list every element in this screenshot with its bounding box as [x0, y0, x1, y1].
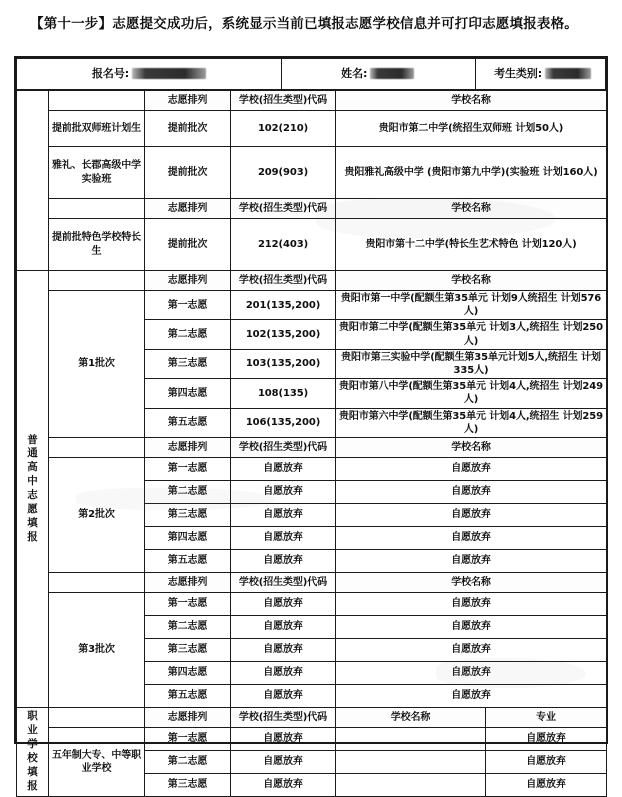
batch-label: 第3批次: [49, 592, 145, 707]
volunteer-rank: 第一志愿: [145, 291, 231, 320]
batch-label: 第1批次: [49, 291, 145, 438]
school-code: 自愿放弃: [231, 526, 336, 549]
volunteer-rank: 提前批次: [145, 219, 231, 271]
school-code: 102(210): [231, 111, 336, 147]
header-school-name: 学校名称: [336, 707, 486, 727]
batch-label: 雅礼、长郡高级中学实验班: [49, 147, 145, 199]
sublabel-spacer: [49, 199, 145, 219]
major-name: 自愿放弃: [486, 750, 607, 773]
volunteer-rank: 第四志愿: [145, 526, 231, 549]
school-name: [336, 727, 486, 750]
header-school-name: 学校名称: [336, 572, 607, 592]
table-row: [17, 111, 607, 147]
school-code: 自愿放弃: [231, 661, 336, 684]
column-header-row: [17, 199, 607, 219]
header-rank: 志愿排列: [145, 707, 231, 727]
volunteer-rank: 第四志愿: [145, 379, 231, 408]
volunteer-rank: 第三志愿: [145, 349, 231, 378]
school-name: 贵阳市第一中学(配额生第35单元 计划9人统招生 计划576人): [336, 291, 607, 320]
header-major: 专业: [486, 707, 607, 727]
school-code: 自愿放弃: [231, 549, 336, 572]
header-rank: 志愿排列: [145, 271, 231, 291]
school-code: 自愿放弃: [231, 773, 336, 796]
header-rank: 志愿排列: [145, 572, 231, 592]
header-school-code: 学校(招生类型)代码: [231, 199, 336, 219]
volunteer-rank: 第三志愿: [145, 638, 231, 661]
header-school-name: 学校名称: [336, 437, 607, 457]
header-school-name: 学校名称: [336, 271, 607, 291]
header-school-code: 学校(招生类型)代码: [231, 707, 336, 727]
volunteer-rank: 第一志愿: [145, 727, 231, 750]
school-name: 自愿放弃: [336, 503, 607, 526]
volunteer-rank: 第一志愿: [145, 457, 231, 480]
header-school-code: 学校(招生类型)代码: [231, 271, 336, 291]
school-name: 贵阳雅礼高级中学 (贵阳市第九中学)(实验班 计划160人): [336, 147, 607, 199]
header-school-name: 学校名称: [336, 91, 607, 111]
section-group-label: 职 业 学 校 填 报: [17, 707, 49, 796]
application-number-label: 报名号:: [92, 66, 130, 80]
school-code: 106(135,200): [231, 408, 336, 437]
school-name: 自愿放弃: [336, 684, 607, 707]
candidate-identity-bar: [16, 58, 606, 90]
header-school-code: 学校(招生类型)代码: [231, 437, 336, 457]
sublabel-spacer: [49, 707, 145, 727]
batch-label: 第2批次: [49, 457, 145, 572]
table-row: [17, 291, 607, 320]
school-name: 贵阳市第八中学(配额生第35单元 计划4人,统招生 计划249人): [336, 379, 607, 408]
school-code: 108(135): [231, 379, 336, 408]
volunteer-rank: 第三志愿: [145, 503, 231, 526]
header-school-name: 学校名称: [336, 199, 607, 219]
column-header-row: [17, 707, 607, 727]
table-row: [17, 457, 607, 480]
school-name: 贵阳市第二中学(配额生第35单元 计划3人,统招生 计划250人): [336, 320, 607, 349]
batch-label: 提前批双师班计划生: [49, 111, 145, 147]
volunteer-rank: 第二志愿: [145, 480, 231, 503]
school-name: 贵阳市第六中学(配额生第35单元 计划4人,统招生 计划259人): [336, 408, 607, 437]
table-row: [17, 592, 607, 615]
school-name: 自愿放弃: [336, 457, 607, 480]
printable-volunteer-form: [14, 56, 608, 792]
candidate-name-label: 姓名:: [341, 66, 368, 80]
header-school-code: 学校(招生类型)代码: [231, 91, 336, 111]
school-name: 自愿放弃: [336, 592, 607, 615]
school-code: 自愿放弃: [231, 638, 336, 661]
section-group-label: [17, 91, 49, 271]
candidate-name-redaction: [370, 68, 414, 79]
sublabel-spacer: [49, 271, 145, 291]
school-code: 自愿放弃: [231, 615, 336, 638]
column-header-row: [17, 572, 607, 592]
school-name: 自愿放弃: [336, 638, 607, 661]
column-header-row: [17, 271, 607, 291]
volunteer-rank: 第三志愿: [145, 773, 231, 796]
school-name: [336, 750, 486, 773]
school-name: 自愿放弃: [336, 661, 607, 684]
school-name: [336, 773, 486, 796]
school-code: 自愿放弃: [231, 480, 336, 503]
school-code: 209(903): [231, 147, 336, 199]
header-rank: 志愿排列: [145, 199, 231, 219]
school-code: 103(135,200): [231, 349, 336, 378]
volunteer-rank: 第二志愿: [145, 750, 231, 773]
column-header-row: [17, 437, 607, 457]
candidate-name-field: [282, 59, 476, 90]
header-rank: 志愿排列: [145, 91, 231, 111]
volunteer-rank: 第四志愿: [145, 661, 231, 684]
volunteer-rank: 第五志愿: [145, 549, 231, 572]
candidate-type-label: 考生类别:: [494, 66, 542, 80]
volunteer-rank: 提前批次: [145, 111, 231, 147]
school-code: 自愿放弃: [231, 503, 336, 526]
major-name: 自愿放弃: [486, 727, 607, 750]
volunteer-table: [16, 90, 607, 797]
school-code: 201(135,200): [231, 291, 336, 320]
header-rank: 志愿排列: [145, 437, 231, 457]
section-group-label: 普 通 高 中 志 愿 填 报: [17, 271, 49, 708]
volunteer-rank: 第二志愿: [145, 615, 231, 638]
application-number-field: [17, 59, 282, 90]
school-name: 自愿放弃: [336, 480, 607, 503]
volunteer-rank: 第二志愿: [145, 320, 231, 349]
application-number-redaction: [132, 68, 206, 79]
table-row: [17, 147, 607, 199]
volunteer-rank: 第五志愿: [145, 408, 231, 437]
candidate-type-redaction: [545, 68, 591, 79]
sublabel-spacer: [49, 437, 145, 457]
volunteer-rank: 第五志愿: [145, 684, 231, 707]
sublabel-spacer: [49, 572, 145, 592]
school-code: 自愿放弃: [231, 457, 336, 480]
batch-label: 五年制大专、中等职业学校: [49, 727, 145, 796]
school-code: 212(403): [231, 219, 336, 271]
school-code: 自愿放弃: [231, 750, 336, 773]
step-caption: 【第十一步】志愿提交成功后，系统显示当前已填报志愿学校信息并可打印志愿填报表格。: [30, 16, 578, 32]
school-name: 自愿放弃: [336, 526, 607, 549]
batch-label: 提前批特色学校特长生: [49, 219, 145, 271]
table-row: [17, 219, 607, 271]
school-name: 贵阳市第三实验中学(配额生第35单元计划5人,统招生 计划335人): [336, 349, 607, 378]
sublabel-spacer: [49, 91, 145, 111]
major-name: 自愿放弃: [486, 773, 607, 796]
candidate-type-field: [476, 59, 606, 90]
school-code: 102(135,200): [231, 320, 336, 349]
table-row: [17, 727, 607, 750]
school-code: 自愿放弃: [231, 592, 336, 615]
volunteer-rank: 第一志愿: [145, 592, 231, 615]
school-code: 自愿放弃: [231, 684, 336, 707]
school-name: 自愿放弃: [336, 615, 607, 638]
school-code: 自愿放弃: [231, 727, 336, 750]
school-name: 贵阳市第十二中学(特长生艺术特色 计划120人): [336, 219, 607, 271]
school-name: 自愿放弃: [336, 549, 607, 572]
school-name: 贵阳市第二中学(统招生双师班 计划50人): [336, 111, 607, 147]
volunteer-rank: 提前批次: [145, 147, 231, 199]
column-header-row: [17, 91, 607, 111]
header-school-code: 学校(招生类型)代码: [231, 572, 336, 592]
